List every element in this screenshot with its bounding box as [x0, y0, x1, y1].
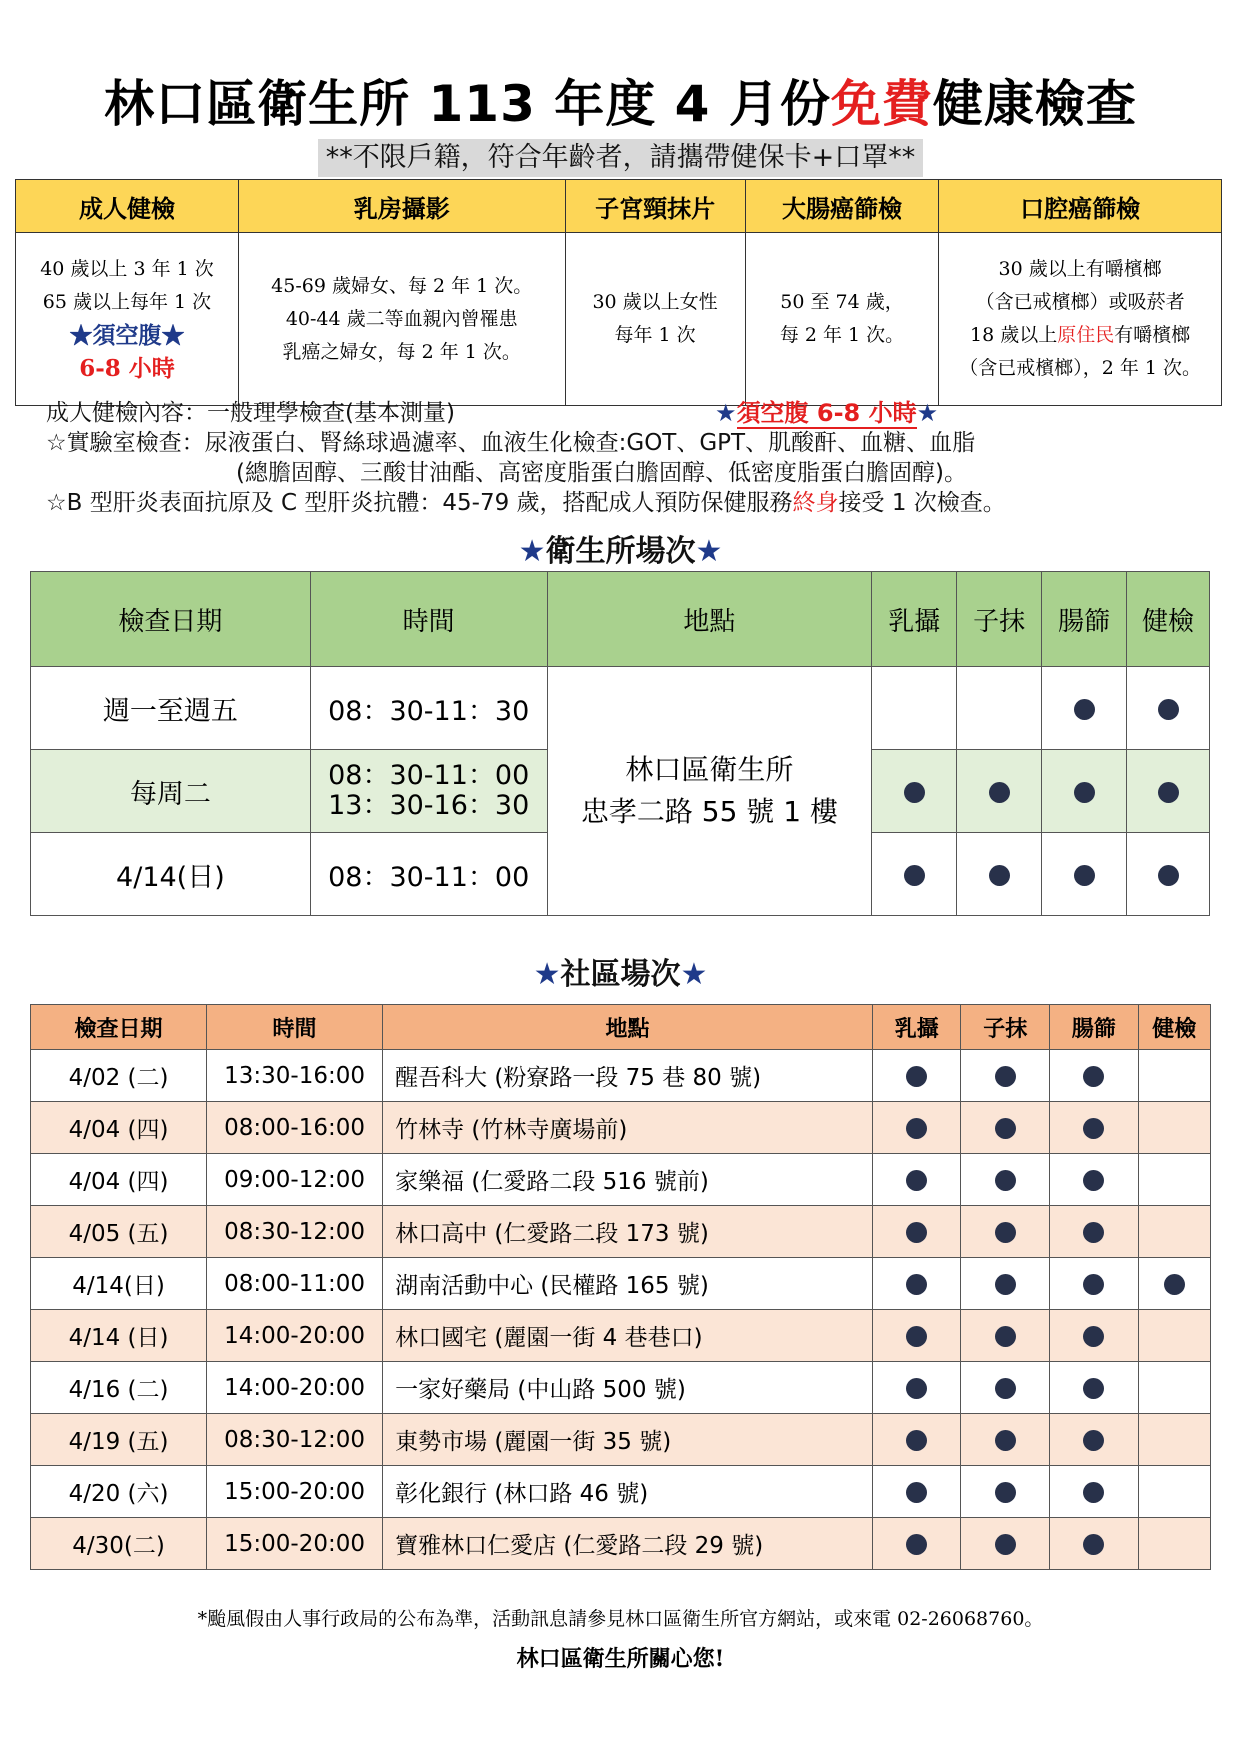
- available-dot-icon: [906, 1170, 927, 1191]
- clinic-mark-cell: [957, 750, 1042, 833]
- available-dot-icon: [906, 1534, 927, 1555]
- fast-reminder: [715, 398, 938, 428]
- community-time: 08:30-12:00: [207, 1206, 383, 1258]
- clinic-mark-cell: [1127, 667, 1210, 750]
- community-mark-cell: [872, 1206, 961, 1258]
- community-mark-cell: [872, 1310, 961, 1362]
- oral-line3: [943, 319, 1217, 352]
- available-dot-icon: [995, 1482, 1016, 1503]
- star-icon: ★: [695, 534, 723, 569]
- available-dot-icon: [1083, 1534, 1104, 1555]
- community-time: 14:00-20:00: [207, 1362, 383, 1414]
- community-place: 湖南活動中心 (民權路 165 號): [383, 1258, 873, 1310]
- subtitle-wrap: [0, 139, 1241, 177]
- community-mark-cell: [1049, 1050, 1138, 1102]
- available-dot-icon: [995, 1066, 1016, 1087]
- title-suffix: 健康檢查: [932, 75, 1137, 133]
- header-mammogram: 乳房攝影: [238, 180, 565, 233]
- clinic-date: 4/14(日): [31, 833, 311, 916]
- footnote: *颱風假由人事行政局的公布為準，活動訊息請參見林口區衛生所官方網站，或來電 02-26068760。: [197, 1608, 1044, 1630]
- available-dot-icon: [1083, 1118, 1104, 1139]
- available-dot-icon: [906, 1118, 927, 1139]
- community-mark-cell: [1049, 1102, 1138, 1154]
- community-mark-cell: [961, 1466, 1050, 1518]
- community-mark-cell: [961, 1258, 1050, 1310]
- community-mark-cell: [961, 1050, 1050, 1102]
- table-row: [31, 1466, 1211, 1518]
- clinic-time: [310, 833, 547, 916]
- community-header-location: 地點: [383, 1005, 873, 1050]
- fast-reminder-text: [737, 399, 917, 429]
- colon-line1: 50 至 74 歲，: [780, 291, 904, 313]
- cell-oral-screening: [939, 233, 1222, 406]
- clinic-mark-cell: [1042, 833, 1127, 916]
- community-mark-cell: [1049, 1362, 1138, 1414]
- community-mark-cell: [961, 1518, 1050, 1570]
- community-mark-cell: [1138, 1362, 1211, 1414]
- clinic-header-pap: 子抹: [957, 572, 1042, 667]
- community-mark-cell: [872, 1154, 961, 1206]
- cervical-line1: 30 歲以上女性: [592, 291, 718, 313]
- clinic-header-time: 時間: [310, 572, 547, 667]
- subtitle: **不限戶籍，符合年齡者，請攜帶健保卡+口罩**: [318, 139, 924, 177]
- table-row: [31, 1414, 1211, 1466]
- adult-line1: 40 歲以上 3 年 1 次: [40, 258, 214, 280]
- community-mark-cell: [961, 1362, 1050, 1414]
- community-place: 林口國宅 (麗園一街 4 巷巷口): [383, 1310, 873, 1362]
- community-time: 13:30-16:00: [207, 1050, 383, 1102]
- star-icon: ★: [533, 957, 561, 992]
- available-dot-icon: [1158, 865, 1179, 886]
- community-mark-cell: [1049, 1258, 1138, 1310]
- community-mark-cell: [961, 1102, 1050, 1154]
- clinic-date: 週一至週五: [31, 667, 311, 750]
- community-date: 4/04 (四): [31, 1154, 207, 1206]
- community-place: 寶雅林口仁愛店 (仁愛路二段 29 號): [383, 1518, 873, 1570]
- available-dot-icon: [995, 1274, 1016, 1295]
- header-pap-smear: 子宮頸抹片: [565, 180, 745, 233]
- community-mark-cell: [872, 1414, 961, 1466]
- community-mark-cell: [872, 1050, 961, 1102]
- available-dot-icon: [906, 1378, 927, 1399]
- clinic-mark-cell: [872, 667, 957, 750]
- available-dot-icon: [1083, 1430, 1104, 1451]
- community-mark-cell: [1049, 1518, 1138, 1570]
- clinic-mark-cell: [1042, 667, 1127, 750]
- community-mark-cell: [1049, 1466, 1138, 1518]
- clinic-title-text: 衛生所場次: [545, 534, 696, 569]
- oral-line3-red: 原住民: [1057, 324, 1115, 346]
- clinic-mark-cell: [872, 750, 957, 833]
- community-mark-cell: [1138, 1258, 1211, 1310]
- table-row: [31, 1154, 1211, 1206]
- clinic-time-1: 08：30-11：30: [328, 695, 530, 727]
- clinic-mark-cell: [957, 833, 1042, 916]
- community-mark-cell: [872, 1466, 961, 1518]
- community-time: 15:00-20:00: [207, 1466, 383, 1518]
- title-highlight: 免費: [830, 75, 933, 133]
- table-row: [31, 1050, 1211, 1102]
- star-icon: ★: [518, 534, 546, 569]
- oral-line4: （含已戒檳榔），2 年 1 次。: [959, 357, 1202, 379]
- clinic-time-1: 08：30-11：00: [328, 861, 530, 893]
- note-line3: (總膽固醇、三酸甘油酯、高密度脂蛋白膽固醇、低密度脂蛋白膽固醇)。: [236, 460, 967, 486]
- available-dot-icon: [995, 1326, 1016, 1347]
- table-row: [31, 1206, 1211, 1258]
- community-date: 4/16 (二): [31, 1362, 207, 1414]
- community-date: 4/05 (五): [31, 1206, 207, 1258]
- community-place: 林口高中 (仁愛路二段 173 號): [383, 1206, 873, 1258]
- clinic-mark-cell: [872, 833, 957, 916]
- community-mark-cell: [1138, 1154, 1211, 1206]
- available-dot-icon: [1074, 782, 1095, 803]
- community-place: 醒吾科大 (粉寮路一段 75 巷 80 號): [383, 1050, 873, 1102]
- clinic-location-line2: 忠孝二路 55 號 1 樓: [580, 795, 838, 828]
- available-dot-icon: [906, 1222, 927, 1243]
- community-date: 4/02 (二): [31, 1050, 207, 1102]
- table-row: [31, 1102, 1211, 1154]
- community-mark-cell: [1049, 1414, 1138, 1466]
- available-dot-icon: [1164, 1274, 1185, 1295]
- note-line4: [46, 488, 1006, 518]
- clinic-time: [310, 667, 547, 750]
- note-line4-post: 接受 1 次檢查。: [838, 490, 1006, 516]
- fast-star-right: ★: [916, 399, 939, 427]
- eligibility-header-row: [16, 180, 1222, 233]
- table-row: [31, 1518, 1211, 1570]
- community-mark-cell: [1138, 1466, 1211, 1518]
- fast-star-left: ★: [715, 399, 737, 427]
- available-dot-icon: [906, 1482, 927, 1503]
- available-dot-icon: [906, 1066, 927, 1087]
- available-dot-icon: [1083, 1274, 1104, 1295]
- table-row: [31, 1362, 1211, 1414]
- community-date: 4/14 (日): [31, 1310, 207, 1362]
- available-dot-icon: [1083, 1482, 1104, 1503]
- clinic-time-2: 13：30-16：30: [328, 790, 530, 821]
- header-oral-screening: 口腔癌篩檢: [939, 180, 1222, 233]
- community-place: 竹林寺 (竹林寺廣場前): [383, 1102, 873, 1154]
- community-mark-cell: [872, 1258, 961, 1310]
- community-mark-cell: [872, 1518, 961, 1570]
- available-dot-icon: [906, 1430, 927, 1451]
- clinic-mark-cell: [1127, 833, 1210, 916]
- available-dot-icon: [1083, 1066, 1104, 1087]
- community-header-time: 時間: [207, 1005, 383, 1050]
- oral-line2: （含已戒檳榔）或吸菸者: [975, 291, 1185, 313]
- oral-line3-pre: 18 歲以上: [970, 324, 1058, 346]
- header-adult-checkup: 成人健檢: [16, 180, 239, 233]
- cell-pap-smear: [565, 233, 745, 406]
- cell-adult-checkup: [16, 233, 239, 406]
- community-date: 4/20 (六): [31, 1466, 207, 1518]
- available-dot-icon: [989, 865, 1010, 886]
- community-schedule-table: [30, 1004, 1211, 1570]
- eligibility-table: [15, 179, 1222, 406]
- available-dot-icon: [1083, 1326, 1104, 1347]
- available-dot-icon: [906, 1274, 927, 1295]
- oral-line3-post: 有嚼檳榔: [1114, 324, 1191, 346]
- community-mark-cell: [961, 1154, 1050, 1206]
- community-mark-cell: [1138, 1310, 1211, 1362]
- star-icon: ★: [680, 957, 708, 992]
- clinic-row: [31, 667, 1210, 750]
- community-mark-cell: [961, 1414, 1050, 1466]
- community-mark-cell: [961, 1206, 1050, 1258]
- available-dot-icon: [906, 1326, 927, 1347]
- community-mark-cell: [961, 1310, 1050, 1362]
- note-line1: 成人健檢內容：一般理學檢查(基本測量): [46, 400, 455, 426]
- available-dot-icon: [904, 782, 925, 803]
- clinic-mark-cell: [1127, 750, 1210, 833]
- title-prefix: 林口區衛生所 113 年度 4 月份: [104, 75, 831, 133]
- community-header-pap: 子抹: [961, 1005, 1050, 1050]
- community-mark-cell: [1138, 1414, 1211, 1466]
- community-header-colon: 腸篩: [1049, 1005, 1138, 1050]
- clinic-mark-cell: [957, 667, 1042, 750]
- available-dot-icon: [1158, 782, 1179, 803]
- available-dot-icon: [1083, 1378, 1104, 1399]
- clinic-time: [310, 750, 547, 833]
- available-dot-icon: [995, 1170, 1016, 1191]
- adult-line2: 65 歲以上每年 1 次: [42, 291, 212, 313]
- community-place: 東勢市場 (麗園一街 35 號): [383, 1414, 873, 1466]
- community-time: 09:00-12:00: [207, 1154, 383, 1206]
- clinic-header-date: 檢查日期: [31, 572, 311, 667]
- colon-line2: 每 2 年 1 次。: [779, 324, 905, 346]
- note-line2: ☆實驗室檢查：尿液蛋白、腎絲球過濾率、血液生化檢查:GOT、GPT、肌酸酐、血糖、血脂: [46, 430, 976, 456]
- community-title-text: 社區場次: [560, 957, 681, 992]
- available-dot-icon: [995, 1222, 1016, 1243]
- community-time: 14:00-20:00: [207, 1310, 383, 1362]
- fast-hours: 6-8 小時: [816, 399, 917, 427]
- community-date: 4/04 (四): [31, 1102, 207, 1154]
- community-time: 08:00-16:00: [207, 1102, 383, 1154]
- clinic-date: 每周二: [31, 750, 311, 833]
- available-dot-icon: [995, 1430, 1016, 1451]
- community-place: 彰化銀行 (林口路 46 號): [383, 1466, 873, 1518]
- cell-colon-screening: [745, 233, 939, 406]
- breast-line1: 45-69 歲婦女、每 2 年 1 次。: [271, 274, 533, 297]
- community-mark-cell: [1138, 1050, 1211, 1102]
- clinic-mark-cell: [1042, 750, 1127, 833]
- community-header-checkup: 健檢: [1138, 1005, 1211, 1050]
- community-mark-cell: [1049, 1310, 1138, 1362]
- community-body: [31, 1050, 1211, 1570]
- community-date: 4/14(日): [31, 1258, 207, 1310]
- clinic-time-1: 08：30-11：00: [328, 760, 530, 791]
- available-dot-icon: [1083, 1222, 1104, 1243]
- community-time: 08:30-12:00: [207, 1414, 383, 1466]
- eligibility-row: [16, 233, 1222, 406]
- available-dot-icon: [989, 782, 1010, 803]
- cervical-line2: 每年 1 次: [614, 324, 696, 346]
- available-dot-icon: [995, 1118, 1016, 1139]
- available-dot-icon: [1158, 699, 1179, 720]
- clinic-location-line1: 林口區衛生所: [625, 753, 794, 786]
- breast-line3: 乳癌之婦女，每 2 年 1 次。: [282, 340, 521, 363]
- community-date: 4/30(二): [31, 1518, 207, 1570]
- available-dot-icon: [1074, 699, 1095, 720]
- community-mark-cell: [872, 1102, 961, 1154]
- cell-mammogram: [238, 233, 565, 406]
- page-title: [0, 72, 1241, 136]
- header-colon-screening: 大腸癌篩檢: [745, 180, 939, 233]
- available-dot-icon: [995, 1534, 1016, 1555]
- clinic-schedule-table: [30, 571, 1210, 916]
- community-header-mammogram: 乳攝: [872, 1005, 961, 1050]
- community-time: 15:00-20:00: [207, 1518, 383, 1570]
- community-header-date: 檢查日期: [31, 1005, 207, 1050]
- clinic-header-colon: 腸篩: [1042, 572, 1127, 667]
- breast-line2: 40-44 歲二等血親內曾罹患: [285, 307, 518, 330]
- community-time: 08:00-11:00: [207, 1258, 383, 1310]
- clinic-section-title: [0, 532, 1241, 572]
- community-mark-cell: [1138, 1518, 1211, 1570]
- community-date: 4/19 (五): [31, 1414, 207, 1466]
- community-header-row: [31, 1005, 1211, 1050]
- clinic-header-row: [31, 572, 1210, 667]
- note-line4-pre: ☆B 型肝炎表面抗原及 C 型肝炎抗體：45-79 歲，搭配成人預防保健服務: [46, 490, 793, 516]
- available-dot-icon: [1083, 1170, 1104, 1191]
- adult-fast-hours: 6-8 小時: [79, 355, 175, 382]
- community-mark-cell: [1049, 1154, 1138, 1206]
- clinic-location: [547, 667, 872, 916]
- available-dot-icon: [904, 865, 925, 886]
- community-mark-cell: [1138, 1102, 1211, 1154]
- community-mark-cell: [1049, 1206, 1138, 1258]
- note-line4-red: 終身: [792, 490, 839, 516]
- fast-text: 須空腹: [736, 399, 817, 427]
- available-dot-icon: [995, 1378, 1016, 1399]
- community-place: 一家好藥局 (中山路 500 號): [383, 1362, 873, 1414]
- community-section-title: [0, 955, 1241, 995]
- adult-fast-note: ★須空腹★: [69, 322, 185, 349]
- clinic-header-mammogram: 乳攝: [872, 572, 957, 667]
- footer-message: 林口區衛生所關心您!: [516, 1646, 725, 1672]
- available-dot-icon: [1074, 865, 1095, 886]
- clinic-header-location: 地點: [547, 572, 872, 667]
- clinic-header-checkup: 健檢: [1127, 572, 1210, 667]
- community-mark-cell: [872, 1362, 961, 1414]
- table-row: [31, 1310, 1211, 1362]
- oral-line1: 30 歲以上有嚼檳榔: [998, 258, 1162, 280]
- community-mark-cell: [1138, 1206, 1211, 1258]
- community-place: 家樂福 (仁愛路二段 516 號前): [383, 1154, 873, 1206]
- table-row: [31, 1258, 1211, 1310]
